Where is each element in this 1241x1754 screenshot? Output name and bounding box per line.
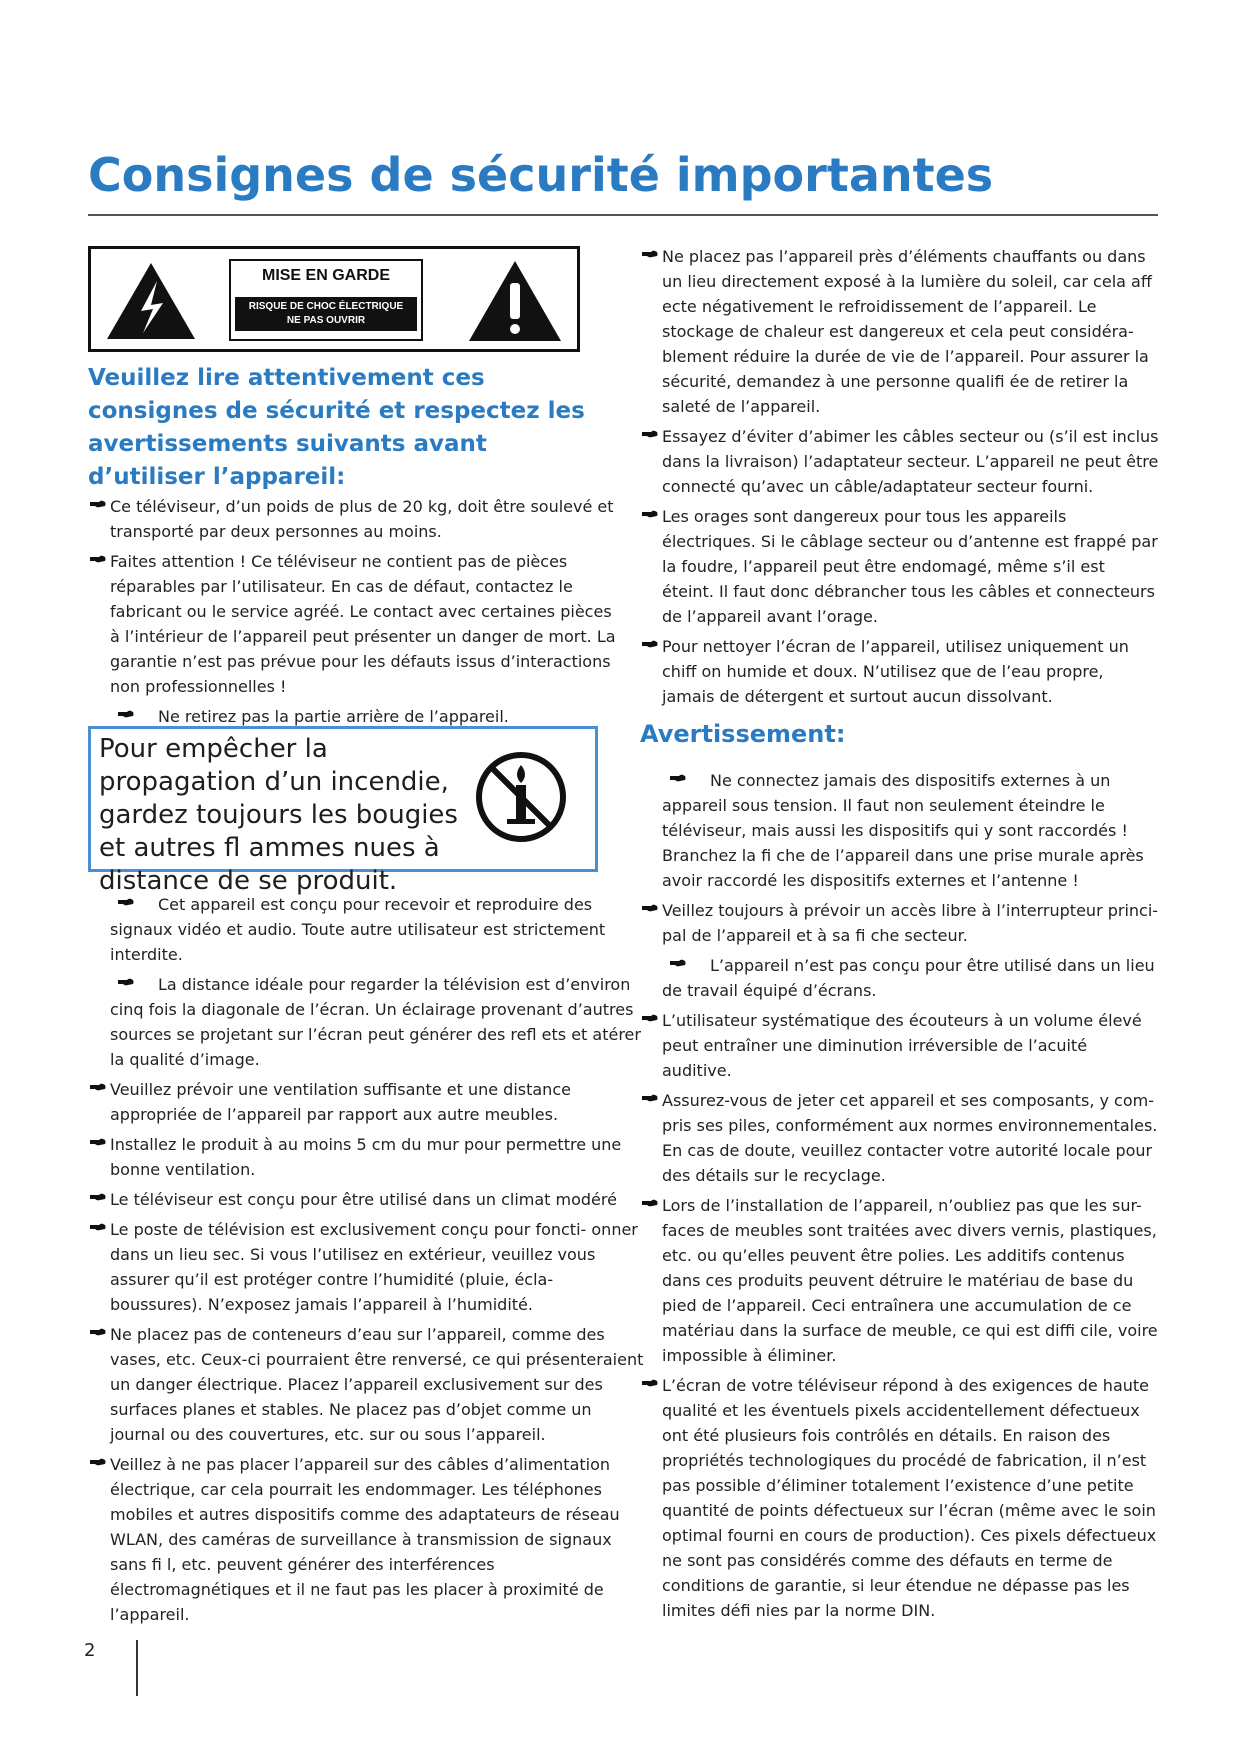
pointing-hand-icon — [90, 1082, 106, 1092]
pointing-hand-icon — [642, 1013, 658, 1023]
pointing-hand-icon — [90, 1457, 106, 1467]
list-item — [640, 1008, 1160, 1083]
list-item-text: L’utilisateur systématique des écouteurs à un volume élevé peut entraîner une diminution irréversible de l’acuité auditive. — [662, 1011, 1142, 1080]
list-item-text: Le poste de télévision est exclusivement conçu pour foncti- onner dans un lieu sec. Si vous l’utilisez en extérieur, veuillez vous assurer qu’il est protéger contre l’humidité (pluie, écla- boussures). N’exposez jamais l’appareil à l’humidité. — [110, 1220, 638, 1314]
pointing-hand-icon — [118, 977, 134, 987]
list-item-text: L’appareil n’est pas conçu pour être utilisé dans un lieu de travail équipé d’écrans. — [662, 956, 1155, 1000]
list-item — [88, 1187, 648, 1212]
title-rule — [88, 214, 1158, 216]
list-item — [640, 768, 1160, 893]
list-item-text: Installez le produit à au moins 5 cm du mur pour permettre une bonne ventilation. — [110, 1135, 622, 1179]
list-item-text: Assurez-vous de jeter cet appareil et ses composants, y com- pris ses piles, conformément aux normes environnementales. En cas de doute, veuillez contacter votre autorité locale pour des détails sur le recyclage. — [662, 1091, 1158, 1185]
list-item-text: Ne placez pas l’appareil près d’éléments chauffants ou dans un lieu directement exposé à la lumière du soleil, car cela aff ecte négativement le refroidissement de l’appareil. Le stockage de chaleur est dangereux et cela peut considéra- blement réduire la durée de vie de l’appareil. Pour assurer la sécurité, demandez à une personne qualifi ée de retirer la saleté de l’appareil. — [662, 247, 1152, 416]
warning-heading: Avertissement: — [640, 720, 846, 748]
page-number-rule — [136, 1640, 138, 1696]
caution-subtitle — [235, 297, 417, 331]
pointing-hand-icon — [670, 773, 686, 783]
list-item — [88, 1452, 648, 1627]
list-item-text: Faites attention ! Ce téléviseur ne contient pas de pièces réparables par l’utilisateur. En cas de défaut, contactez le fabricant ou le service agréé. Le contact avec certaines pièces à l’intérieur de l’appareil peut présenter un danger de mort. La garantie n’est pas prévue pour les défauts issus d’interactions non professionnelles ! — [110, 552, 616, 696]
list-item — [640, 1088, 1160, 1188]
list-item-text: Le téléviseur est conçu pour être utilisé dans un climat modéré — [110, 1190, 617, 1209]
pointing-hand-icon — [642, 1093, 658, 1103]
pointing-hand-icon — [90, 1137, 106, 1147]
list-item — [640, 504, 1160, 629]
pointing-hand-icon — [642, 903, 658, 913]
list-item — [88, 972, 648, 1072]
pointing-hand-icon — [642, 429, 658, 439]
list-item — [88, 892, 648, 967]
intro-heading: Veuillez lire attentivement ces consignes de sécurité et respectez les avertissements suivants avant d’utiliser l’appareil: — [88, 365, 585, 490]
caution-line-2: NE PAS OUVRIR — [286, 315, 366, 326]
pointing-hand-icon — [90, 1327, 106, 1337]
list-item — [640, 424, 1160, 499]
list-item — [640, 244, 1160, 419]
list-item — [88, 1217, 648, 1317]
caution-line-1: RISQUE DE CHOC ÉLECTRIQUE — [248, 301, 404, 312]
list-item — [640, 953, 1160, 1003]
pointing-hand-icon — [90, 499, 106, 509]
right-column-top — [640, 244, 1160, 714]
list-item — [640, 1373, 1160, 1623]
fire-warning-text: Pour empêcher la propagation d’un incendie, gardez toujours les bougies et autres fl ammes nues à distance de se produit. — [99, 734, 458, 896]
caution-panel — [229, 259, 423, 341]
list-item-text: Veillez toujours à prévoir un accès libre à l’interrupteur princi- pal de l’appareil et à sa fi che secteur. — [662, 901, 1159, 945]
pointing-hand-icon — [90, 1192, 106, 1202]
no-open-flame-icon — [473, 749, 569, 845]
list-item — [640, 634, 1160, 709]
list-item-text: Lors de l’installation de l’appareil, n’oubliez pas que les sur- faces de meubles sont traitées avec divers vernis, plastiques, etc. ou qu’elles peuvent être polies. Les additifs contenus dans ces produits peuvent détruire le matériau de base du pied de l’appareil. Ceci entraînera une accumulation de ce matériau dans la surface de meuble, ce qui est diffi cile, voire impossible à éliminer. — [662, 1196, 1158, 1365]
list-item-text: Essayez d’éviter d’abimer les câbles secteur ou (s’il est inclus dans la livraison) l’adaptateur secteur. L’appareil ne peut être connecté qu’avec un câble/adaptateur secteur fourni. — [662, 427, 1159, 496]
list-item-text: Veillez à ne pas placer l’appareil sur des câbles d’alimentation électrique, car cela pourrait les endommager. Les téléphones mobiles et autres dispositifs comme des adaptateurs de réseau WLAN, des caméras de surveillance à transmission de signaux sans fi l, etc. peuvent générer des interférences électromagnétiques et il ne faut pas les placer à proximité de l’appareil. — [110, 1455, 620, 1624]
pointing-hand-icon — [670, 958, 686, 968]
pointing-hand-icon — [118, 897, 134, 907]
list-item-text: Ne placez pas de conteneurs d’eau sur l’appareil, comme des vases, etc. Ceux-ci pourraient être renversé, ce qui présenteraient un danger électrique. Placez l’appareil exclusivement sur des surfaces planes et stables. Ne placez pas d’objet comme un journal ou des couvertures, etc. sur ou sous l’appareil. — [110, 1325, 644, 1444]
left-column-bottom — [88, 892, 648, 1632]
list-item-text: Les orages sont dangereux pour tous les appareils électriques. Si le câblage secteur ou d’antenne est frappé par la foudre, l’appareil peut être endomagé, même s’il est éteint. Il faut donc débrancher tous les câbles et connecteurs de l’appareil avant l’orage. — [662, 507, 1158, 626]
pointing-hand-icon — [642, 1198, 658, 1208]
list-item-text: Ne connectez jamais des dispositifs externes à un appareil sous tension. Il faut non seulement éteindre le téléviseur, mais aussi les dispositifs qui y sont raccordés ! Branchez la fi che de l’appareil dans une prise murale après avoir raccordé les dispositifs externes et l’antenne ! — [662, 771, 1144, 890]
caution-title: MISE EN GARDE — [231, 261, 421, 291]
list-item — [640, 898, 1160, 948]
list-item-text: Cet appareil est conçu pour recevoir et reproduire des signaux vidéo et audio. Toute autre utilisateur est strictement interdite. — [110, 895, 606, 964]
exclamation-warning-icon — [465, 257, 565, 345]
list-item-text: L’écran de votre téléviseur répond à des exigences de haute qualité et les éventuels pixels accidentellement défectueux ont été plusieurs fois contrôlés en détails. En raison des propriétés technologiques du procédé de fabrication, il n’est pas possible d’éliminer totalement l’existence d’une petite quantité de points défectueux sur l’écran (même avec le soin optimal fourni en cours de production). Ces pixels défectueux ne sont pas considérés comme des défauts en terme de conditions de garantie, si leur étendue ne dépasse pas les limites défi nies par la norme DIN. — [662, 1376, 1157, 1620]
pointing-hand-icon — [642, 1378, 658, 1388]
list-item — [88, 1077, 648, 1127]
list-item — [640, 1193, 1160, 1368]
page-number: 2 — [84, 1640, 96, 1661]
left-column-top — [88, 494, 618, 734]
list-item-text: La distance idéale pour regarder la télévision est d’environ cinq fois la diagonale de l’écran. Un éclairage provenant d’autres sources se projetant sur l’écran peut générer des refl ets et atérer la qualité d’image. — [110, 975, 641, 1069]
list-item — [88, 549, 618, 699]
fire-warning-box — [88, 726, 598, 896]
electric-shock-icon — [103, 259, 199, 343]
caution-label — [88, 246, 580, 352]
pointing-hand-icon — [642, 249, 658, 259]
list-item — [88, 1322, 648, 1447]
pointing-hand-icon — [118, 709, 134, 719]
page-title: Consignes de sécurité importantes — [88, 148, 994, 202]
list-item-text: Veuillez prévoir une ventilation suffisante et une distance appropriée de l’appareil par rapport aux autre meubles. — [110, 1080, 571, 1124]
list-item-text: Ne retirez pas la partie arrière de l’appareil. — [158, 707, 509, 726]
pointing-hand-icon — [90, 554, 106, 564]
list-item-text: Ce téléviseur, d’un poids de plus de 20 kg, doit être soulevé et transporté par deux personnes au moins. — [110, 497, 614, 541]
right-column-bottom — [640, 768, 1160, 1628]
pointing-hand-icon — [90, 1222, 106, 1232]
list-item — [88, 1132, 648, 1182]
pointing-hand-icon — [642, 509, 658, 519]
list-item-text: Pour nettoyer l’écran de l’appareil, utilisez uniquement un chiff on humide et doux. N’utilisez que de l’eau propre, jamais de détergent et surtout aucun dissolvant. — [662, 637, 1129, 706]
pointing-hand-icon — [642, 639, 658, 649]
list-item — [88, 494, 618, 544]
